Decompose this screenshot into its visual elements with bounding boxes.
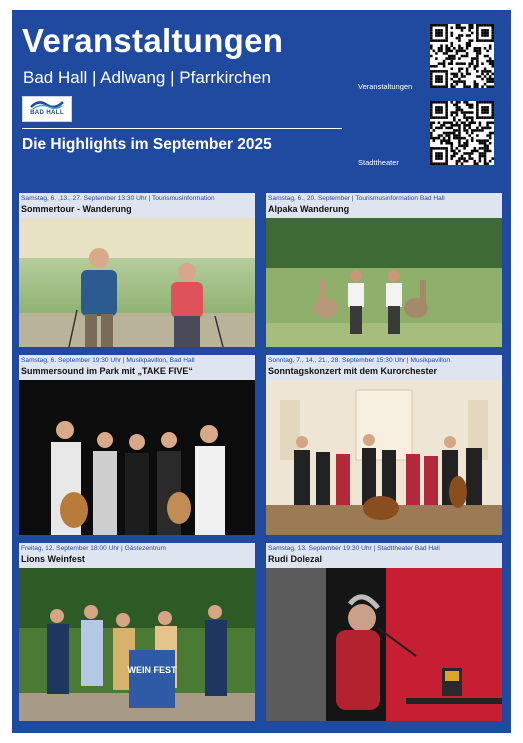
qr-code-stadttheater[interactable] bbox=[430, 101, 494, 165]
qr-label-veranstaltungen: Veranstaltungen bbox=[358, 82, 413, 91]
event-photo bbox=[19, 568, 255, 721]
event-meta bbox=[266, 355, 502, 380]
event-photo bbox=[266, 218, 502, 347]
event-date: Samstag, 6., 20. September | Tourismusinformation Bad Hall bbox=[268, 195, 445, 202]
event-photo bbox=[19, 218, 255, 347]
logo-text: BAD HALL bbox=[30, 110, 64, 116]
event-card-weinfest[interactable] bbox=[19, 543, 255, 721]
event-title: Summersound im Park mit „TAKE FIVE“ bbox=[21, 366, 193, 376]
page-title: Veranstaltungen bbox=[22, 22, 284, 59]
event-card-sonntagskonzert[interactable] bbox=[266, 355, 502, 535]
event-date: Samstag, 6. ,13., 27. September 13:30 Uhr | Tourismusinformation bbox=[21, 195, 215, 202]
event-title: Rudi Dolezal bbox=[268, 554, 323, 564]
page-subtitle: Bad Hall | Adlwang | Pfarrkirchen bbox=[23, 68, 271, 87]
header-divider bbox=[22, 128, 342, 129]
wave-logo-icon bbox=[23, 97, 71, 111]
qr-code-veranstaltungen[interactable] bbox=[430, 24, 494, 88]
qr-code-icon bbox=[430, 101, 494, 165]
event-photo bbox=[266, 380, 502, 535]
event-card-alpaka[interactable] bbox=[266, 193, 502, 347]
event-date: Samstag, 6. September 19:30 Uhr | Musikpavillon, Bad Hall bbox=[21, 357, 195, 364]
qr-code-icon bbox=[430, 24, 494, 88]
event-meta bbox=[19, 193, 255, 218]
bad-hall-logo bbox=[22, 96, 72, 122]
event-photo bbox=[19, 380, 255, 535]
event-title: Alpaka Wanderung bbox=[268, 204, 350, 214]
event-title: Sonntagskonzert mit dem Kurorchester bbox=[268, 366, 438, 376]
event-meta bbox=[266, 543, 502, 568]
event-meta bbox=[266, 193, 502, 218]
event-meta bbox=[19, 543, 255, 568]
event-card-rudi-dolezal[interactable] bbox=[266, 543, 502, 721]
event-card-summersound[interactable] bbox=[19, 355, 255, 535]
event-photo bbox=[266, 568, 502, 721]
event-title: Lions Weinfest bbox=[21, 554, 85, 564]
event-meta bbox=[19, 355, 255, 380]
highlights-heading: Die Highlights im September 2025 bbox=[22, 136, 272, 153]
event-card-sommertour[interactable] bbox=[19, 193, 255, 347]
event-date: Samstag, 13. September 19:30 Uhr | Stadttheater Bad Hall bbox=[268, 545, 440, 552]
event-date: Sonntag, 7., 14., 21., 28. September 15:30 Uhr | Musikpavillon bbox=[268, 357, 451, 364]
event-date: Freitag, 12. September 18:00 Uhr | Gästezentrum bbox=[21, 545, 167, 552]
qr-label-stadttheater: Stadttheater bbox=[358, 158, 399, 167]
event-title: Sommertour - Wanderung bbox=[21, 204, 132, 214]
weinfest-sign-text: WEIN FEST bbox=[127, 665, 177, 675]
